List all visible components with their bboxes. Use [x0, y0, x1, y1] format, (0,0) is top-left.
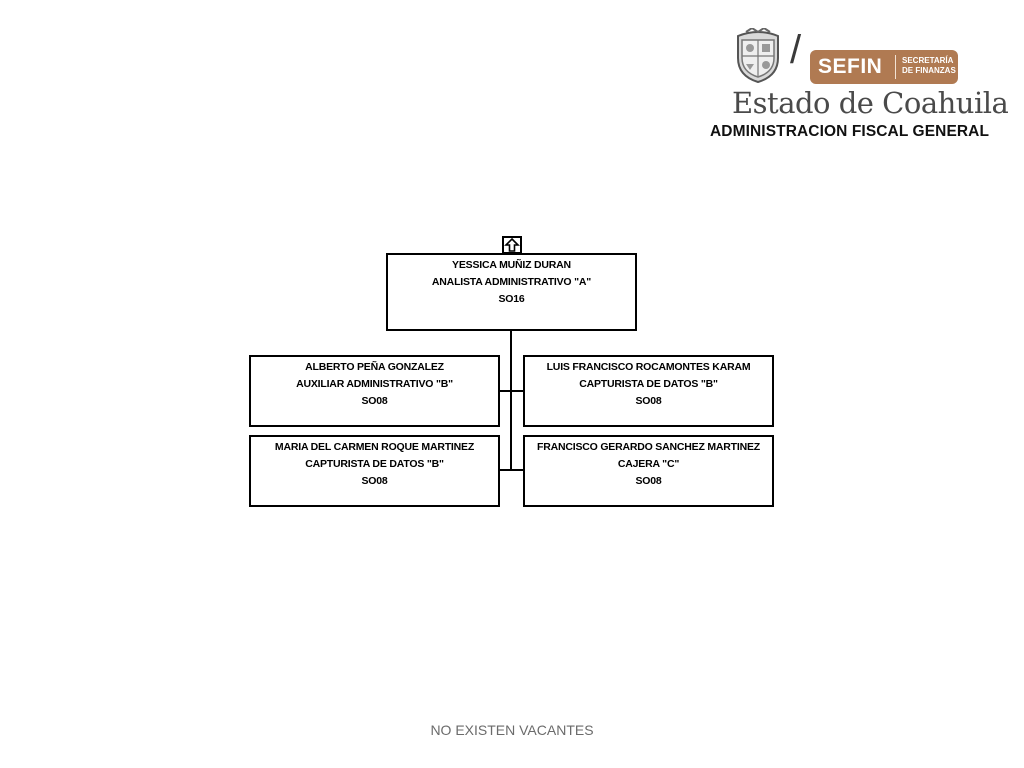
head-code: SO16: [498, 293, 525, 305]
sefin-sub-line2: DE FINANZAS: [902, 66, 956, 75]
report-code: SO08: [361, 395, 388, 407]
trunk-line: [510, 330, 512, 471]
sefin-divider: [895, 55, 896, 79]
org-box-report-3: [249, 435, 500, 507]
sefin-subtitle: [902, 56, 956, 76]
report-position: CAJERA "C": [617, 458, 680, 470]
branch-line-row1: [498, 390, 524, 392]
report-name: MARIA DEL CARMEN ROQUE MARTINEZ: [274, 441, 475, 453]
sefin-sub-line1: SECRETARÍA: [902, 56, 954, 65]
report-position: AUXILIAR ADMINISTRATIVO "B": [296, 378, 453, 390]
report-position: CAPTURISTA DE DATOS "B": [305, 458, 444, 470]
report-code: SO08: [635, 475, 662, 487]
report-code: SO08: [635, 395, 662, 407]
org-box-report-4: [523, 435, 774, 507]
department-name: ADMINISTRACION FISCAL GENERAL: [710, 123, 990, 140]
state-name: Estado de Coahuila: [732, 86, 1009, 120]
org-box-report-2: [523, 355, 774, 427]
org-box-head: [386, 253, 637, 331]
header-logo: [706, 26, 1009, 146]
report-position: CAPTURISTA DE DATOS "B": [579, 378, 718, 390]
org-box-report-1: [249, 355, 500, 427]
head-name: YESSICA MUÑIZ DURAN: [452, 259, 571, 271]
report-code: SO08: [361, 475, 388, 487]
branch-line-row2: [498, 469, 524, 471]
report-name: FRANCISCO GERARDO SANCHEZ MARTINEZ: [536, 441, 761, 453]
sefin-label: SEFIN: [818, 55, 883, 78]
report-name: LUIS FRANCISCO ROCAMONTES KARAM: [546, 361, 751, 373]
up-arrow-icon: [502, 236, 522, 254]
head-position: ANALISTA ADMINISTRATIVO "A": [431, 276, 592, 288]
vacancy-note: NO EXISTEN VACANTES: [430, 722, 594, 738]
report-name: ALBERTO PEÑA GONZALEZ: [305, 361, 444, 373]
logo-slash: /: [790, 28, 802, 72]
coat-of-arms-icon: [732, 28, 784, 84]
